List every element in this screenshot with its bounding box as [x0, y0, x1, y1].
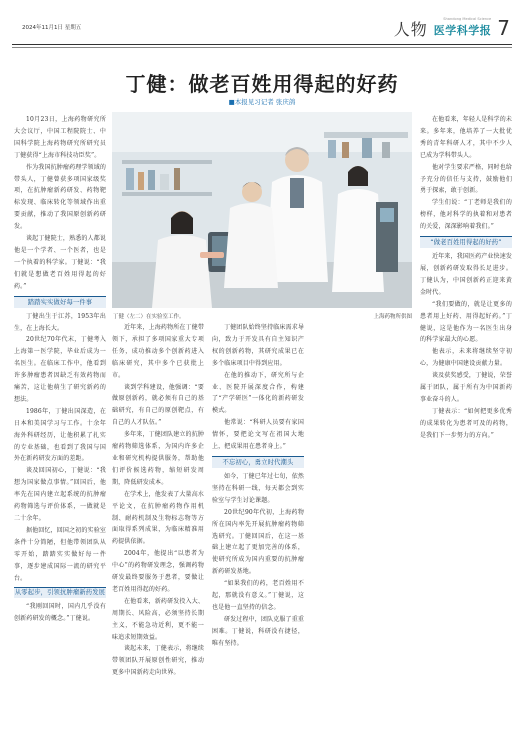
- paragraph: 谈及获奖感受，丁健说，荣誉属于团队，属于所有为中国新药事业奋斗的人。: [420, 372, 512, 403]
- header-rule: [12, 44, 512, 45]
- paragraph: 在他看来，年轻人是科学的未来。多年来，他培养了一大批优秀的青年科研人才，其中不少人已成为学科带头人。: [420, 116, 512, 159]
- paragraph: 丁健出生于江苏，1953年出生，在上海长大。: [14, 312, 106, 332]
- paragraph: 近年来，我国医药产业快速发展，创新药研发取得长足进步。丁健认为，中国创新药正迎来黄金时代。: [420, 253, 512, 296]
- paragraph: 他对学生要求严格，同时也给予充分的信任与支持，鼓励他们勇于探索，敢于创新。: [420, 163, 512, 195]
- masthead-title: 医学科学报: [433, 23, 492, 37]
- photo-caption: 丁健（左二）在实验室工作。: [113, 314, 185, 320]
- column-2: [112, 322, 204, 679]
- paragraph: 谈及回国初心，丁健说：“我想为国家做点事情。”回国后，他率先在国内建立起系统的抗肿瘤药物筛选与评价体系，一做就是二十余年。: [14, 467, 106, 522]
- page-number: 7: [497, 16, 510, 40]
- section-heading: “做老百姓用得起的好药”: [420, 236, 512, 248]
- section-heading: 踏踏实实做好每一件事: [14, 296, 106, 308]
- paragraph: 他表示，未来将继续坚守初心，为健康中国建设贡献力量。: [420, 348, 512, 368]
- section-heading: 不忘初心，勇立时代潮头: [212, 456, 304, 468]
- column-4: [420, 114, 512, 442]
- header-rule-thin: [12, 47, 512, 48]
- paragraph: 丁健表示：“如何把更多优秀的成果转化为患者可及的药物，是我们下一步努力的方向。”: [420, 407, 512, 439]
- paragraph: 近年来，上海药物所在丁健带领下，承担了多项国家重大专项任务，成功推动多个创新药进入临床研究，其中多个已获批上市。: [112, 324, 204, 379]
- paragraph: 丁健团队始终坚持临床需求导向，致力于开发具有自主知识产权的创新药物，其研究成果已在多个临床项目中得到应用。: [212, 324, 304, 367]
- lab-photo-illustration: [112, 112, 412, 308]
- column-3: [212, 322, 304, 650]
- section-heading: 从零起步，引领抗肿瘤新药发展: [14, 589, 106, 597]
- paragraph: 学生们说：“丁老师是我们的榜样，他对科学的执着和对患者的关爱，深深影响着我们。”: [420, 199, 512, 231]
- lab-photo: [112, 112, 412, 308]
- paragraph: 多年来，丁健团队建立的抗肿瘤药物筛选体系，为国内许多企业和研究机构提供服务，帮助他们评价候选药物，缩短研发周期，降低研发成本。: [112, 431, 204, 486]
- paragraph: 谈起未来，丁健表示，将继续带领团队开展原创性研究，推动更多中国新药走向世界。: [112, 645, 204, 677]
- paragraph: 研发过程中，团队克服了重重困难。丁健说，科研没有捷径，唯有坚持。: [212, 615, 304, 647]
- paragraph: 作为我国抗肿瘤药理学领域的带头人，丁健曾获多项国家级奖项，在抗肿瘤新药研发、药物靶标发现、临床转化等领域作出重要贡献，推动了我国原创新药研发。: [14, 163, 106, 231]
- paragraph: “如果我们的药，老百姓用不起，那就没有意义。”丁健说，这也是他一直坚持的信念。: [212, 580, 304, 611]
- paragraph: 在他看来，新药研发投入大、周期长、风险高，必须坚持长期主义，不能急功近利，更不能一味追求短期效益。: [112, 597, 204, 641]
- paragraph: 20世纪70年代末，丁健考入上海第一医学院，毕业后成为一名医生。在临床工作中，他看到许多肿瘤患者因缺乏有效药物而痛苦，这让他萌生了研究新药的想法。: [14, 336, 106, 403]
- paragraph: 10月23日，上海药物研究所大会议厅，中国工程院院士、中国科学院上海药物研究所研究员丁健获得“上海市科技功臣奖”。: [14, 116, 106, 159]
- paragraph: 据他回忆，回国之初的实验室条件十分简陋，但他带领团队从零开始，踏踏实实做好每一件事，逐步建成国际一流的研究平台。: [14, 526, 106, 582]
- paragraph: 在他的推动下，研究所与企业、医院开展深度合作，构建了“产学研医”一体化的新药研发模式。: [212, 371, 304, 415]
- paragraph: 谈起丁健院士，熟悉的人都说他是一个学者、一个医者，也是一个执着的科学家。丁健说：“我们就是想做老百姓用得起的好药。”: [14, 235, 106, 290]
- paragraph: 他常说：“科研人员要有家国情怀，要把论文写在祖国大地上，把成果用在患者身上。”: [212, 419, 304, 451]
- masthead-english: Shandong Medical Science: [443, 17, 492, 22]
- paragraph: 20世纪90年代初，上海药物所在国内率先开展抗肿瘤药物筛选研究。丁健回国后，在这一基础上建立起了更加完善的体系，使研究所成为国内重要的抗肿瘤新药研发基地。: [212, 508, 304, 576]
- article-byline: ■本报见习记者 张庆鸽: [228, 98, 296, 106]
- paragraph: 在学术上，他发表了大量高水平论文，在抗肿瘤药物作用机制、耐药机制及生物标志物等方面取得系列成果，为临床精准用药提供依据。: [112, 490, 204, 546]
- paragraph: 谈到学科建设，他强调：“要做原创新药，就必须有自己的基础研究，有自己的原创靶点，有自己的人才队伍。”: [112, 383, 204, 427]
- paragraph: 如今，丁健已年过七旬，依然坚持在科研一线，每天都会到实验室与学生讨论课题。: [212, 472, 304, 504]
- column-1: [14, 114, 106, 625]
- paragraph: 1986年，丁健出国深造，在日本和美国学习与工作。十余年海外科研经历，让他积累了扎实的专业基础，也看到了我国与国外在新药研发方面的差距。: [14, 407, 106, 463]
- paragraph: “我们要做的，就是让更多的患者用上好药、用得起好药。”丁健说，这是他作为一名医生出身的科学家最大的心愿。: [420, 300, 512, 344]
- photo-credit: 上海药物所供图: [373, 314, 412, 320]
- masthead-logo: [434, 18, 492, 38]
- issue-date: 2024年11月1日 星期五: [22, 25, 82, 31]
- masthead: [394, 12, 510, 44]
- paragraph: “我刚回国时，国内几乎没有创新药研发的概念。”丁健说。: [14, 603, 106, 623]
- column-name: 人物: [393, 19, 428, 39]
- paragraph: 2004年，他提出“以患者为中心”的药物研发理念，强调药物研发最终要服务于患者，要做让老百姓用得起的好药。: [112, 550, 204, 593]
- article-title: 丁健：做老百姓用得起的好药: [125, 72, 399, 96]
